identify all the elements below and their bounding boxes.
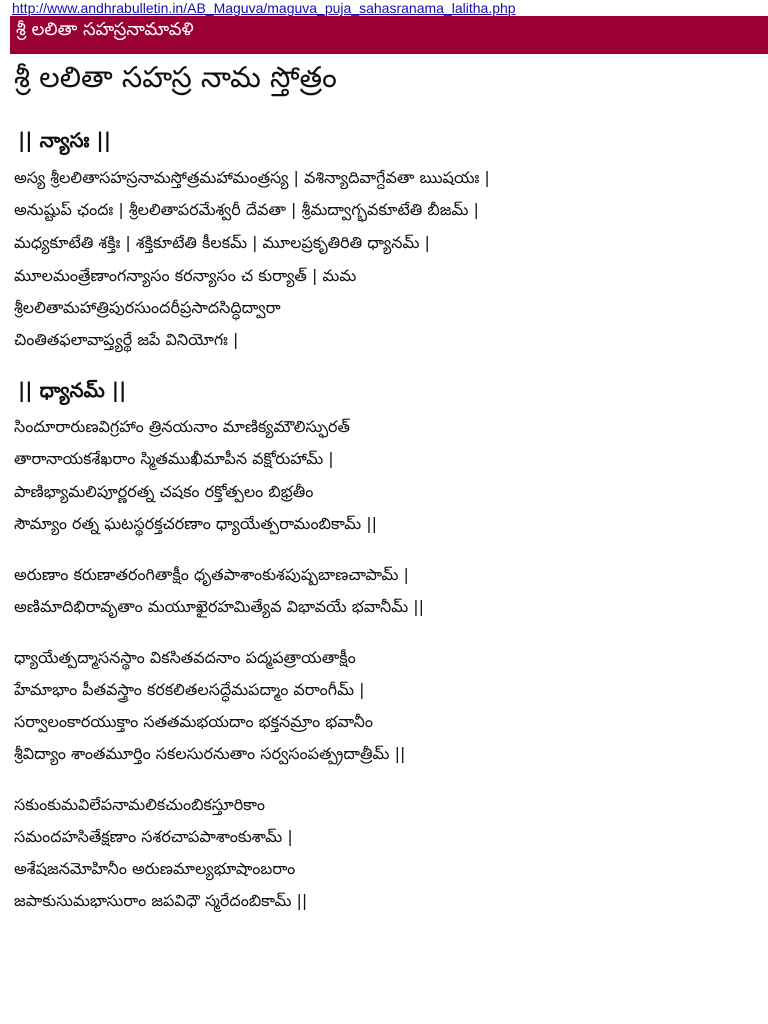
nyasa-line: మధ్యకూటేతి శక్తిః | శక్తికూటేతి కీలకమ్ | మూలప్రకృతిరితి ధ్యానమ్ | (14, 233, 430, 252)
dhyanam-line: సౌమ్యాం రత్న ఘటస్థరక్తచరణాం ధ్యాయేత్పరామంబికామ్ || (14, 514, 378, 533)
dhyanam-line: అణిమాదిభిరావృతాం మయూఖైరహమిత్యేవ విభావయే భవానీమ్ || (14, 597, 425, 616)
nyasa-line: శ్రీలలితామహాత్రిపురసుందరీప్రసాదసిద్ధిద్వారా (14, 298, 281, 317)
dhyanam-line: ధ్యాయేత్పద్మాసనస్థాం వికసితవదనాం పద్మపత్రాయతాక్షీం (14, 648, 356, 667)
dhyanam-line: సకుంకుమవిలేపనామలికచుంబికస్తూరికాం (14, 795, 265, 814)
banner-title: శ్రీ లలితా సహస్రనామావళి (16, 19, 194, 40)
section-heading-dhyanam: || ధ్యానమ్ || (18, 378, 127, 402)
dhyanam-line: అరుణాం కరుణాతరంగితాక్షీం ధృతపాశాంకుశపుష్పబాణచాపామ్ | (14, 565, 409, 584)
dhyanam-line: శ్రీవిద్యాం శాంతమూర్తిం సకలసురనుతాం సర్వసంపత్ప్రదాత్రీమ్ || (14, 744, 406, 763)
dhyanam-line: సర్వాలంకారయుక్తాం సతతమభయదాం భక్తనమ్రాం భవానీం (14, 712, 373, 731)
dhyanam-line: సిందూరారుణవిగ్రహాం త్రినయనాం మాణిక్యమౌలిస్ఫురత్ (14, 417, 350, 436)
dhyanam-line: జపాకుసుమభాసురాం జపవిధౌ స్మరేదంబికామ్ || (14, 891, 308, 910)
dhyanam-line: తారానాయకశేఖరాం స్మితముఖీమాపీన వక్షోరుహామ్ | (14, 449, 334, 468)
dhyanam-line: సమందహసితేక్షణాం సశరచాపపాశాంకుశామ్ | (14, 827, 293, 846)
nyasa-line: అనుష్టుప్ ఛందః | శ్రీలలితాపరమేశ్వరీ దేవతా | శ్రీమద్వాగ్భవకూటేతి బీజమ్ | (14, 200, 479, 219)
page-url-link[interactable]: http://www.andhrabulletin.in/AB_Maguva/maguva_puja_sahasranama_lalitha.php (12, 0, 516, 16)
dhyanam-line: అశేషజనమోహినీం అరుణమాల్యభూషాంబరాం (14, 859, 296, 878)
nyasa-line: అస్య శ్రీలలితాసహస్రనామస్తోత్రమహామంత్రస్య | వశిన్యాదివాగ్దేవతా ఋషయః | (14, 168, 490, 187)
section-heading-nyasa: || న్యాసః || (18, 128, 112, 152)
nyasa-line: మూలమంత్రేణాంగన్యాసం కరన్యాసం చ కుర్యాత్ | మమ (14, 266, 357, 285)
page-title: శ్రీ లలితా సహస్ర నామ స్తోత్రం (14, 60, 337, 94)
dhyanam-line: పాణిభ్యామలిపూర్ణరత్న చషకం రక్తోత్పలం బిభ్రతీం (14, 482, 314, 501)
dhyanam-line: హేమాభాం పీతవస్త్రాం కరకలితలసద్ధేమపద్మాం వరాంగీమ్ | (14, 680, 365, 699)
title-banner (10, 16, 768, 54)
nyasa-line: చింతితఫలావాప్త్యర్థే జపే వినియోగః | (14, 330, 239, 349)
